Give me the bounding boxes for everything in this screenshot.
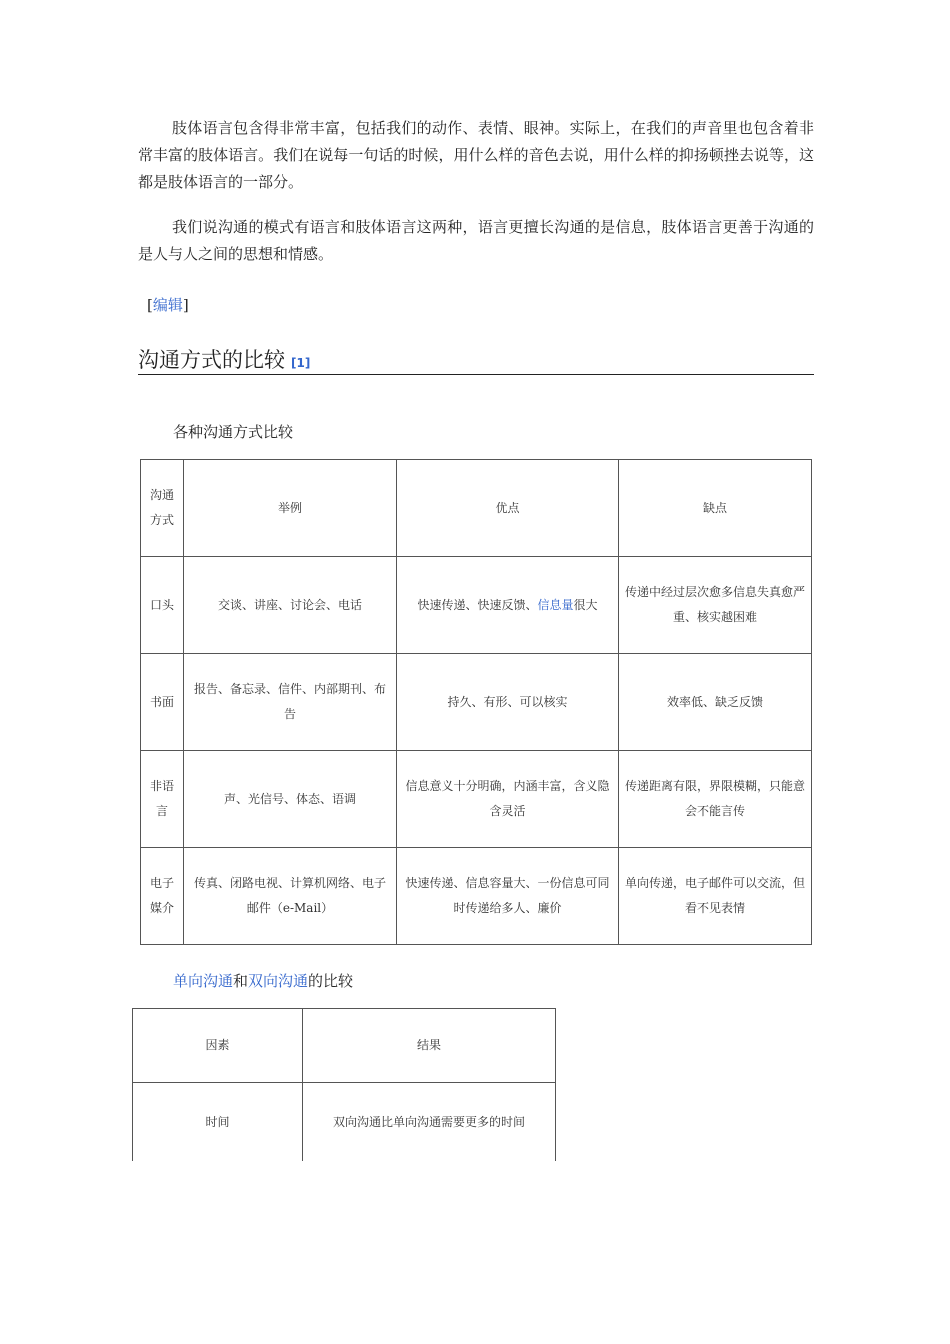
edit-link[interactable]: 编辑 — [152, 296, 183, 314]
cell-example: 传真、闭路电视、计算机网络、电子邮件（e-Mail） — [184, 848, 397, 945]
cell-example: 声、光信号、体态、语调 — [184, 751, 397, 848]
cell-factor: 时间 — [133, 1083, 303, 1162]
caption-and: 和 — [233, 972, 249, 990]
one-way-link[interactable]: 单向沟通 — [173, 972, 234, 990]
section-title: 沟通方式的比较 — [138, 348, 285, 372]
header-result: 结果 — [303, 1009, 556, 1083]
table1-caption: 各种沟通方式比较 — [173, 423, 294, 441]
cell-example: 交谈、讲座、讨论会、电话 — [184, 557, 397, 654]
table-header-row — [133, 1009, 556, 1083]
edit-section — [147, 292, 189, 319]
cell-mode: 非语言 — [141, 751, 184, 848]
paragraph-communication-modes: 我们说沟通的模式有语言和肢体语言这两种，语言更擅长沟通的是信息，肢体语言更善于沟通的是人与人之间的思想和情感。 — [138, 218, 814, 263]
header-mode: 沟通方式 — [141, 460, 184, 557]
cell-pro-text-end: 很大 — [573, 597, 598, 612]
cell-con: 效率低、缺乏反馈 — [619, 654, 812, 751]
table-header-row — [141, 460, 812, 557]
section-heading — [138, 346, 814, 375]
cell-pro-text: 快速传递、快速反馈、 — [417, 597, 538, 612]
table-row — [133, 1083, 556, 1162]
caption-suffix: 的比较 — [308, 972, 354, 990]
edit-bracket-open: [ — [147, 296, 153, 314]
cell-mode: 口头 — [141, 557, 184, 654]
table-row — [141, 557, 812, 654]
comparison-table — [140, 459, 812, 945]
header-pro: 优点 — [397, 460, 619, 557]
cell-pro — [397, 557, 619, 654]
table2-caption — [173, 968, 353, 995]
cell-mode: 电子媒介 — [141, 848, 184, 945]
cell-pro: 持久、有形、可以核实 — [397, 654, 619, 751]
reference-link[interactable]: [1] — [291, 356, 311, 370]
header-example: 举例 — [184, 460, 397, 557]
cell-pro: 信息意义十分明确，内涵丰富，含义隐含灵活 — [397, 751, 619, 848]
cell-mode: 书面 — [141, 654, 184, 751]
table-row — [141, 654, 812, 751]
one-way-two-way-table — [132, 1008, 556, 1161]
paragraph-body-language: 肢体语言包含得非常丰富，包括我们的动作、表情、眼神。实际上，在我们的声音里也包含着非常丰富的肢体语言。我们在说每一句话的时候，用什么样的音色去说，用什么样的抑扬顿挫去说等，这都是肢体语言的一部分。 — [138, 119, 814, 191]
cell-con: 传递中经过层次愈多信息失真愈严重、核实越困难 — [619, 557, 812, 654]
cell-result: 双向沟通比单向沟通需要更多的时间 — [303, 1083, 556, 1162]
info-volume-link[interactable]: 信息量 — [537, 597, 574, 612]
table-row — [141, 848, 812, 945]
cell-con: 传递距离有限，界限模糊，只能意会不能言传 — [619, 751, 812, 848]
cell-pro: 快速传递、信息容量大、一份信息可同时传递给多人、廉价 — [397, 848, 619, 945]
cell-example: 报告、备忘录、信件、内部期刊、布告 — [184, 654, 397, 751]
header-factor: 因素 — [133, 1009, 303, 1083]
header-con: 缺点 — [619, 460, 812, 557]
cell-con: 单向传递，电子邮件可以交流，但看不见表情 — [619, 848, 812, 945]
edit-bracket-close: ] — [182, 296, 189, 314]
table-row — [141, 751, 812, 848]
two-way-link[interactable]: 双向沟通 — [248, 972, 309, 990]
